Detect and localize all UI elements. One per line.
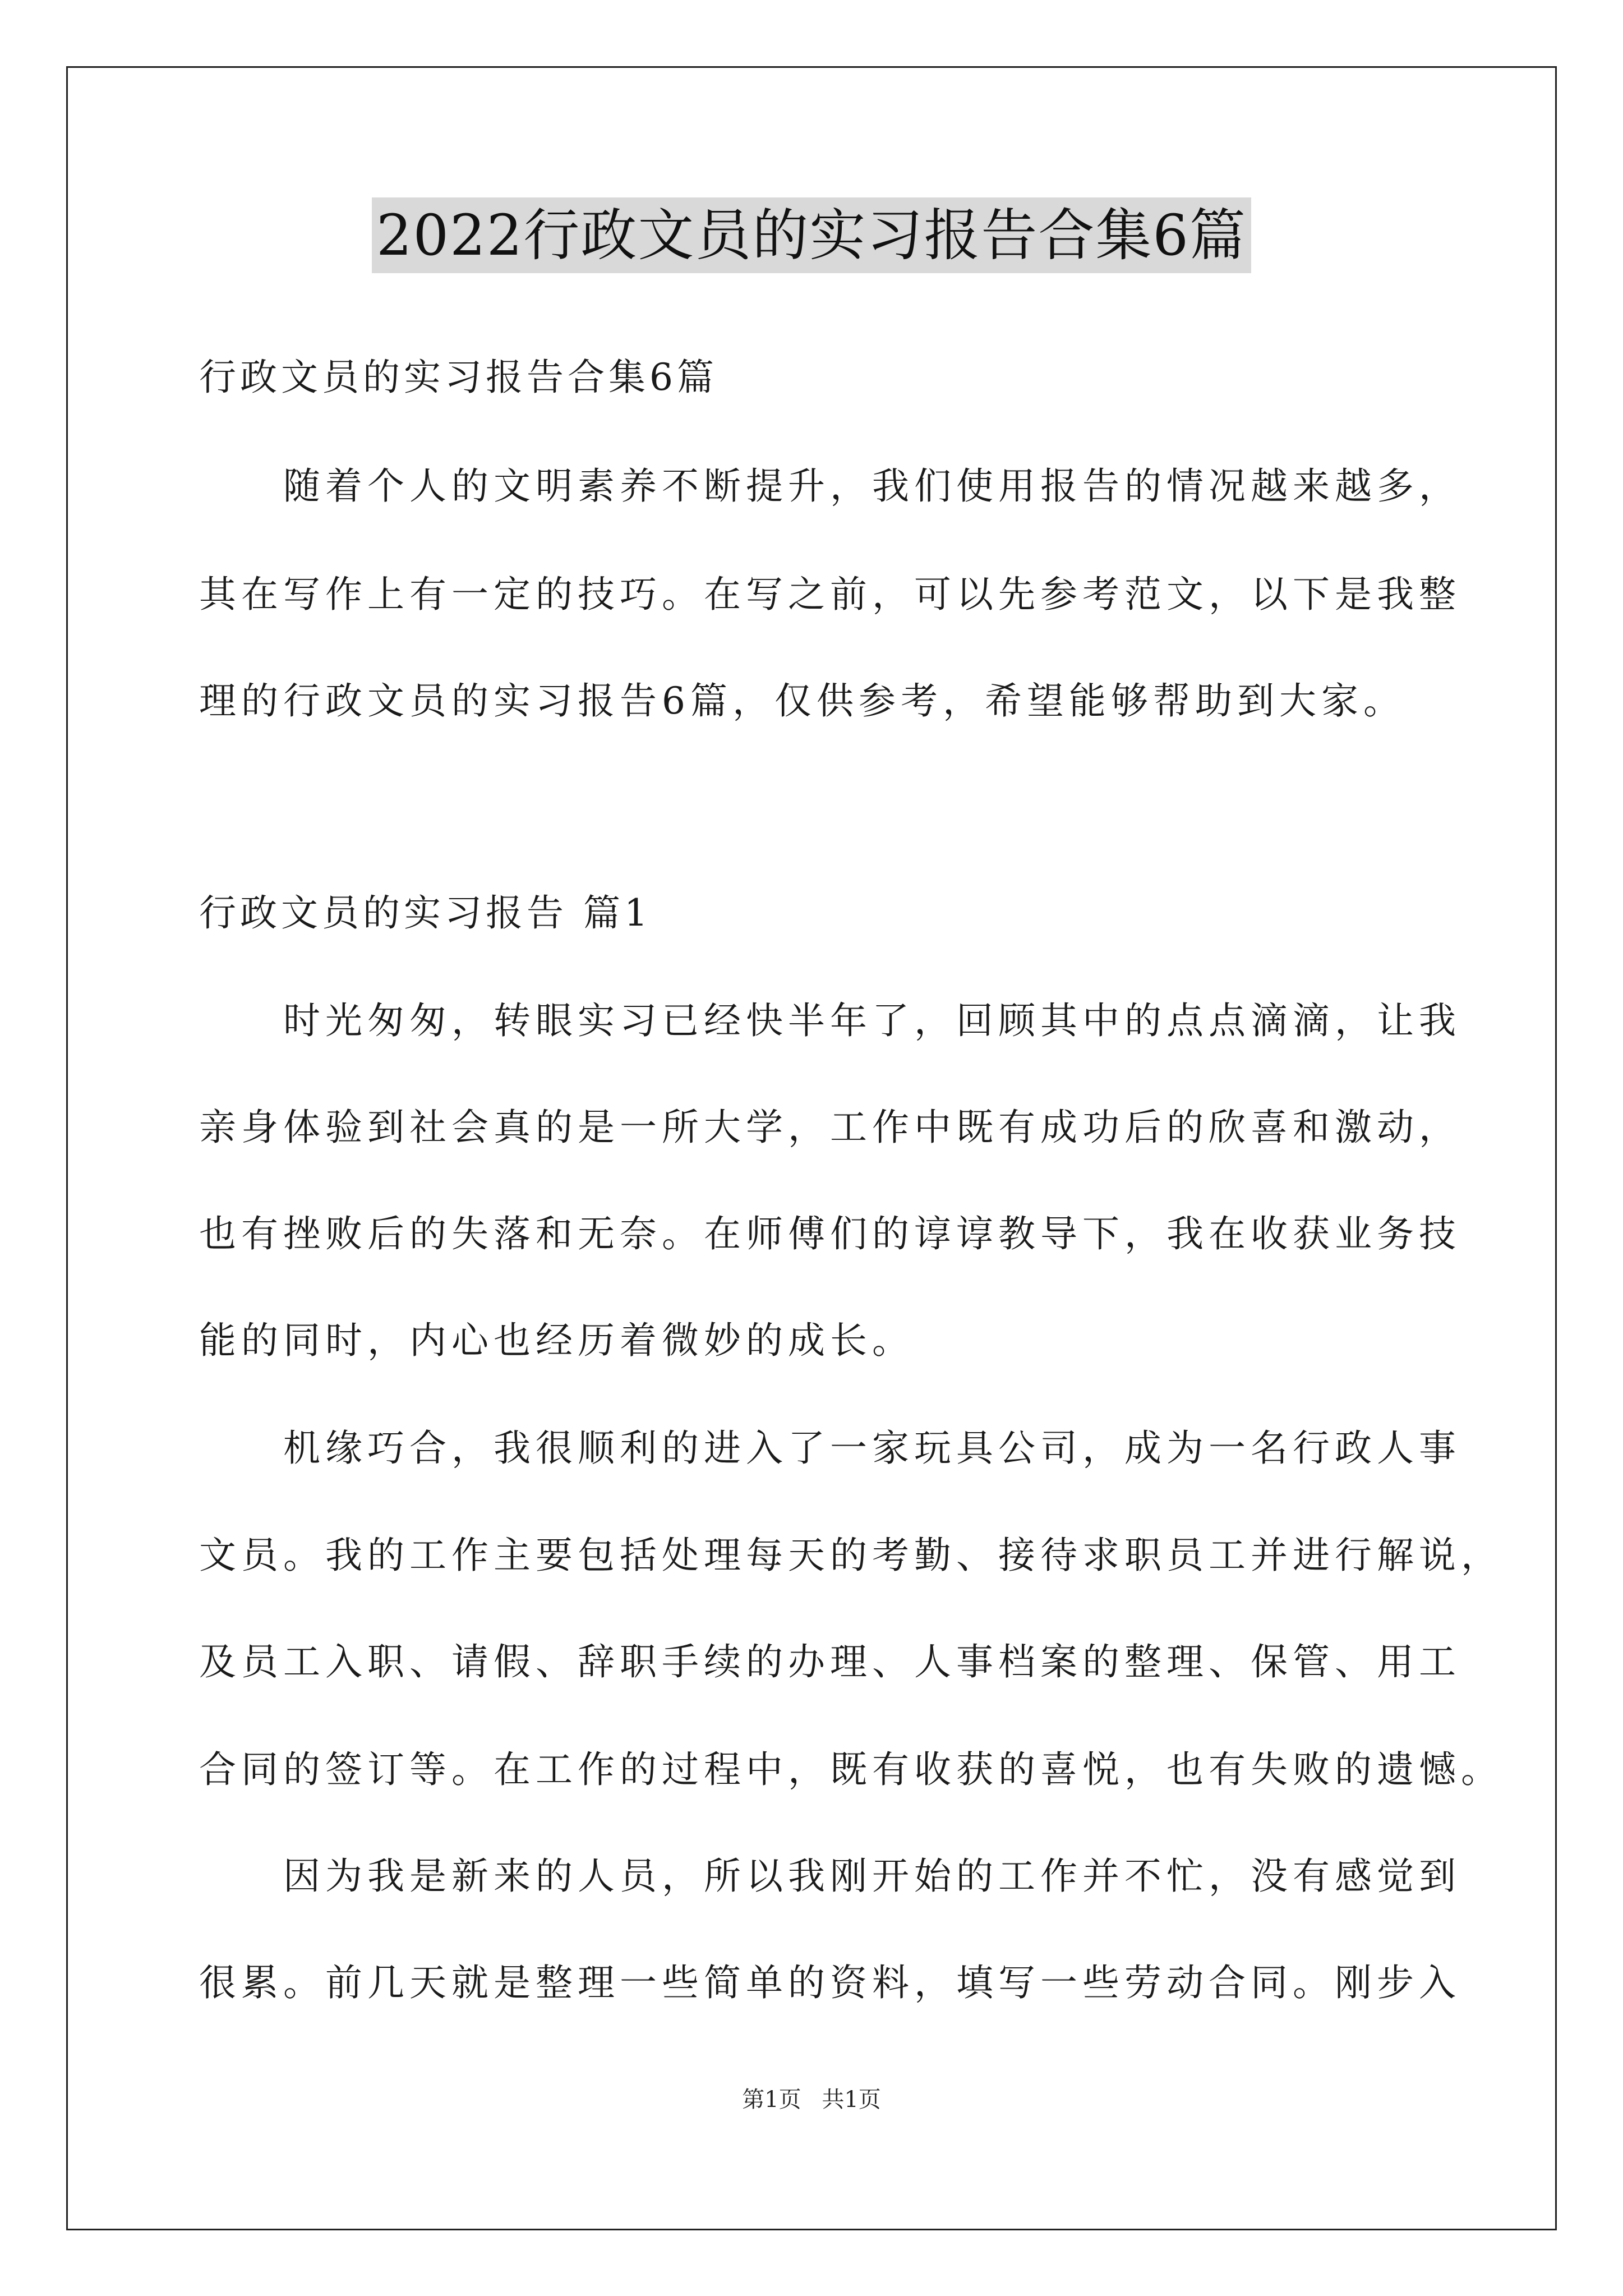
paragraph-line: 机缘巧合，我很顺利的进入了一家玩具公司，成为一名行政人事 — [283, 1427, 1461, 1470]
paragraph-line: 能的同时，内心也经历着微妙的成长。 — [199, 1319, 914, 1362]
paragraph-line: 亲身体验到社会真的是一所大学，工作中既有成功后的欣喜和激动， — [199, 1106, 1461, 1149]
paragraph-line: 合同的签订等。在工作的过程中，既有收获的喜悦，也有失败的遗憾。 — [199, 1748, 1503, 1791]
document-title: 2022行政文员的实习报告合集6篇 — [372, 197, 1251, 273]
title-container — [0, 197, 1623, 273]
paragraph-line: 及员工入职、请假、辞职手续的办理、人事档案的整理、保管、用工 — [199, 1640, 1461, 1683]
intro-line: 理的行政文员的实习报告6篇，仅供参考，希望能够帮助到大家。 — [199, 679, 1405, 723]
intro-line: 其在写作上有一定的技巧。在写之前，可以先参考范文，以下是我整 — [199, 573, 1461, 616]
paragraph-line: 因为我是新来的人员，所以我刚开始的工作并不忙，没有感觉到 — [283, 1855, 1461, 1898]
document-subtitle: 行政文员的实习报告合集6篇 — [199, 356, 718, 399]
paragraph-line: 也有挫败后的失落和无奈。在师傅们的谆谆教导下，我在收获业务技 — [199, 1212, 1461, 1255]
paragraph-line: 很累。前几天就是整理一些简单的资料，填写一些劳动合同。刚步入 — [199, 1961, 1461, 2004]
page-footer — [0, 2086, 1623, 2114]
section-heading: 行政文员的实习报告 篇1 — [199, 891, 652, 935]
page-number: 第1页 — [742, 2087, 801, 2113]
paragraph-line: 文员。我的工作主要包括处理每天的考勤、接待求职员工并进行解说， — [199, 1534, 1503, 1577]
page-total: 共1页 — [822, 2087, 881, 2113]
paragraph-line: 时光匆匆，转眼实习已经快半年了，回顾其中的点点滴滴，让我 — [283, 999, 1461, 1042]
intro-line: 随着个人的文明素养不断提升，我们使用报告的情况越来越多， — [283, 464, 1461, 508]
